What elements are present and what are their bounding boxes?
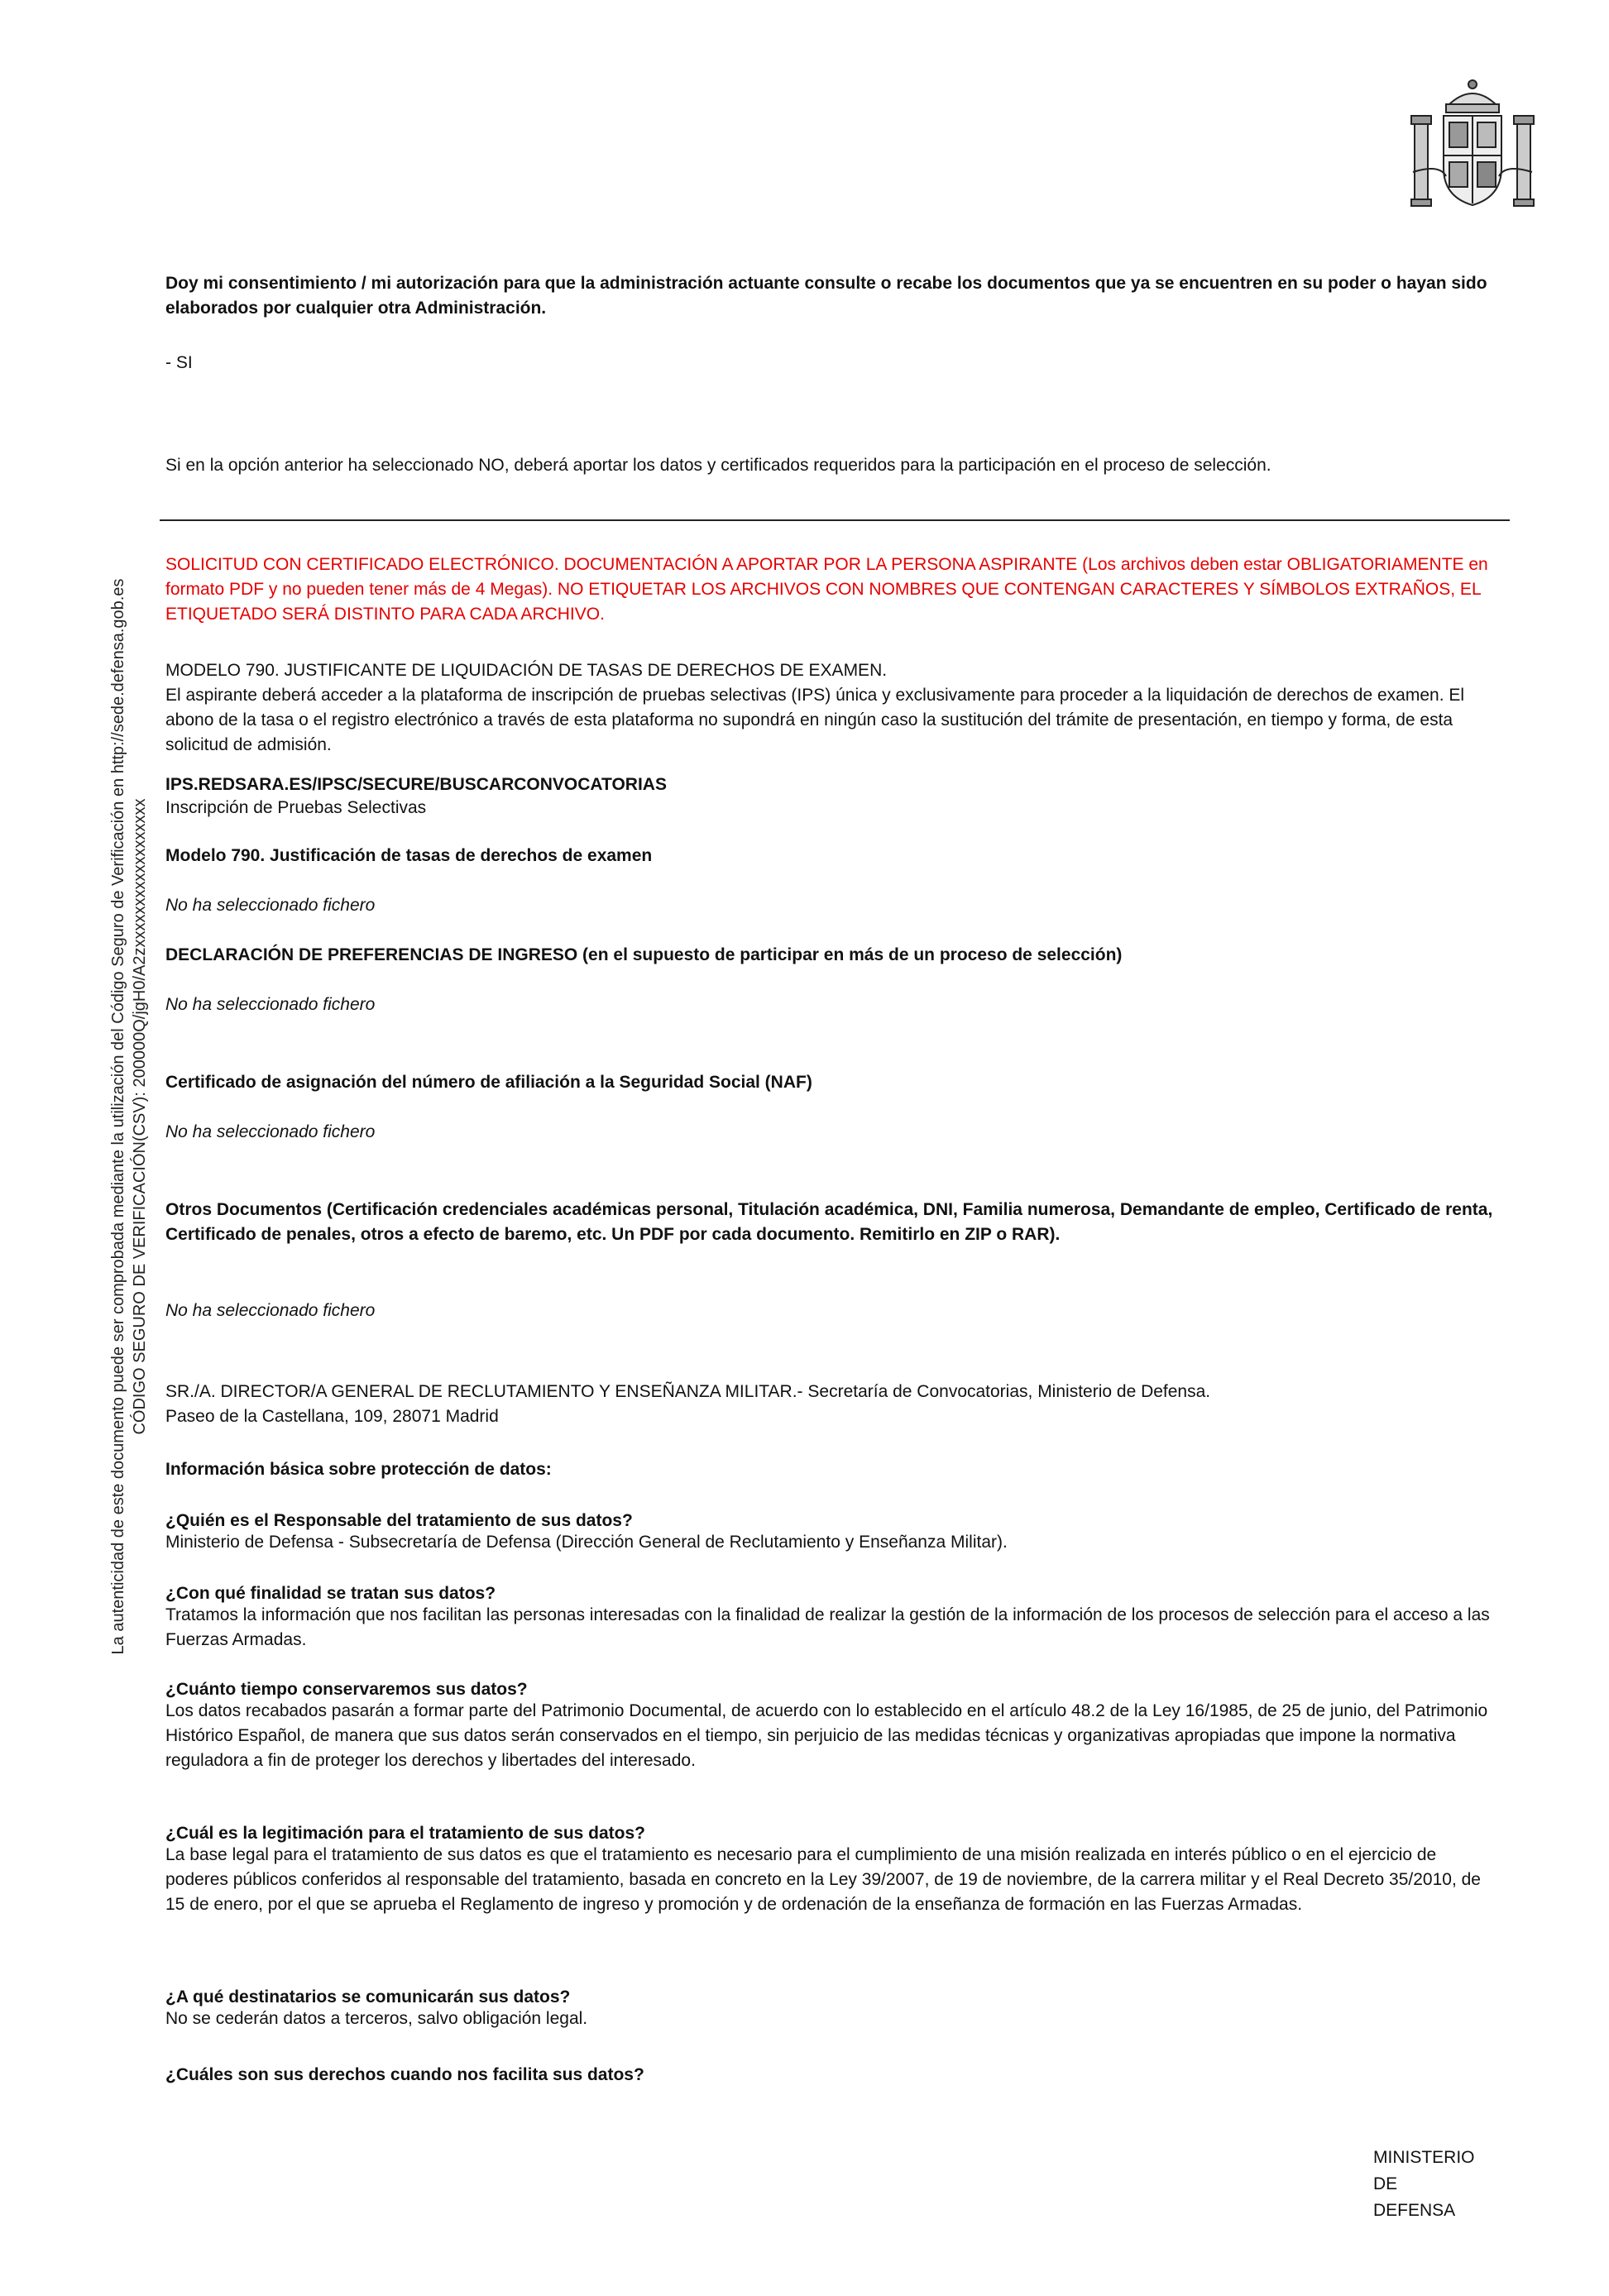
- privacy-q-legitimacion: ¿Cuál es la legitimación para el tratamiento de sus datos?: [165, 1824, 645, 1843]
- consent-answer: - SI: [165, 353, 193, 372]
- address-line2: Paseo de la Castellana, 109, 28071 Madrid: [165, 1407, 499, 1426]
- footer-line1: MINISTERIO: [1373, 2148, 1475, 2167]
- file-label-otros: Otros Documentos (Certificación credenciales académicas personal, Titulación académica, DNI, Familia numerosa, Demandante de empleo, Certificado de renta, Certificado de penales, otros a efecto de baremo, etc. Un PDF por cada documento. Remitirlo en ZIP o RAR).: [165, 1200, 1493, 1244]
- privacy-a-tiempo: Los datos recabados pasarán a formar parte del Patrimonio Documental, de acuerdo con lo establecido en el artículo 48.2 de la Ley 16/1985, de 25 de junio, del Patrimonio Histórico Español, de manera que sus datos serán conservados en el tiempo, sin perjuicio de las medidas técnicas y organizativas apropiadas que impone la normativa reguladora a fin de proteger los derechos y libertades del interesado.: [165, 1701, 1488, 1770]
- modelo-title: MODELO 790. JUSTIFICANTE DE LIQUIDACIÓN DE TASAS DE DERECHOS DE EXAMEN.: [165, 661, 888, 680]
- address-line1: SR./A. DIRECTOR/A GENERAL DE RECLUTAMIENTO Y ENSEÑANZA MILITAR.- Secretaría de Convocatorias, Ministerio de Defensa.: [165, 1382, 1211, 1401]
- privacy-q-tiempo: ¿Cuánto tiempo conservaremos sus datos?: [165, 1680, 528, 1699]
- privacy-q-derechos: ¿Cuáles son sus derechos cuando nos facilita sus datos?: [165, 2065, 644, 2084]
- privacy-a-destinatarios: No se cederán datos a terceros, salvo obligación legal.: [165, 2009, 588, 2028]
- file-label-naf: Certificado de asignación del número de afiliación a la Seguridad Social (NAF): [165, 1073, 812, 1092]
- privacy-q-finalidad: ¿Con qué finalidad se tratan sus datos?: [165, 1584, 496, 1603]
- privacy-heading: Información básica sobre protección de datos:: [165, 1460, 552, 1479]
- side-text-line2: CÓDIGO SEGURO DE VERIFICACIÓN(CSV): 200000Q/jgH0/A2zxxxxxxxxxxxxxxxxxx: [131, 798, 149, 1435]
- file-label-modelo790: Modelo 790. Justificación de tasas de derechos de examen: [165, 846, 653, 865]
- ips-link[interactable]: IPS.REDSARA.ES/IPSC/SECURE/BUSCARCONVOCATORIAS: [165, 775, 667, 794]
- divider: [160, 519, 1510, 521]
- privacy-a-responsable: Ministerio de Defensa - Subsecretaría de Defensa (Dirección General de Reclutamiento y Enseñanza Militar).: [165, 1533, 1008, 1552]
- file-label-preferencias: DECLARACIÓN DE PREFERENCIAS DE INGRESO (en el supuesto de participar en más de un proceso de selección): [165, 945, 1123, 964]
- coat-of-arms-icon: [1406, 73, 1539, 213]
- file-status-otros[interactable]: No ha seleccionado fichero: [165, 1301, 376, 1320]
- side-text-line1: La autenticidad de este documento puede ser comprobada mediante la utilización del Código Seguro de Verificación en http://sede.defensa.gob.es: [109, 578, 127, 1655]
- verification-side-text: [108, 414, 151, 1820]
- privacy-q-destinatarios: ¿A qué destinatarios se comunicarán sus datos?: [165, 1987, 571, 2007]
- ministry-footer: [1373, 2145, 1475, 2224]
- file-status-naf[interactable]: No ha seleccionado fichero: [165, 1122, 376, 1141]
- warning-text: SOLICITUD CON CERTIFICADO ELECTRÓNICO. DOCUMENTACIÓN A APORTAR POR LA PERSONA ASPIRANTE (Los archivos deben estar OBLIGATORIAMENTE en formato PDF y no pueden tener más de 4 Megas). NO ETIQUETAR LOS ARCHIVOS CON NOMBRES QUE CONTENGAN CARACTERES Y SÍMBOLOS EXTRAÑOS, EL ETIQUETADO SERÁ DISTINTO PARA CADA ARCHIVO.: [165, 555, 1488, 624]
- consent-note: Si en la opción anterior ha seleccionado NO, deberá aportar los datos y certificados requeridos para la participación en el proceso de selección.: [165, 456, 1271, 475]
- file-status-preferencias[interactable]: No ha seleccionado fichero: [165, 995, 376, 1014]
- privacy-a-legitimacion: La base legal para el tratamiento de sus datos es que el tratamiento es necesario para el cumplimiento de una misión realizada en interés público o en el ejercicio de poderes públicos conferidos al responsable del tratamiento, basada en concreto en la Ley 39/2007, de 19 de noviembre, de la carrera militar y el Real Decreto 35/2010, de 15 de enero, por el que se aprueba el Reglamento de ingreso y promoción y de ordenación de la enseñanza de formación en las Fuerzas Armadas.: [165, 1845, 1481, 1914]
- privacy-a-finalidad: Tratamos la información que nos facilitan las personas interesadas con la finalidad de realizar la gestión de la información de los procesos de selección para el acceso a las Fuerzas Armadas.: [165, 1605, 1490, 1649]
- ips-link-subtitle: Inscripción de Pruebas Selectivas: [165, 798, 427, 817]
- footer-line2: DE: [1373, 2174, 1398, 2193]
- privacy-q-responsable: ¿Quién es el Responsable del tratamiento de sus datos?: [165, 1511, 633, 1530]
- file-status-modelo790[interactable]: No ha seleccionado fichero: [165, 896, 376, 915]
- consent-question: Doy mi consentimiento / mi autorización para que la administración actuante consulte o recabe los documentos que ya se encuentren en su poder o hayan sido elaborados por cualquier otra Administración.: [165, 274, 1487, 318]
- footer-line3: DEFENSA: [1373, 2201, 1456, 2220]
- modelo-text: El aspirante deberá acceder a la plataforma de inscripción de pruebas selectivas (IPS) única y exclusivamente para proceder a la liquidación de derechos de examen. El abono de la tasa o el registro electrónico a través de esta plataforma no supondrá en ningún caso la sustitución del trámite de presentación, en tiempo y forma, de esta solicitud de admisión.: [165, 686, 1465, 754]
